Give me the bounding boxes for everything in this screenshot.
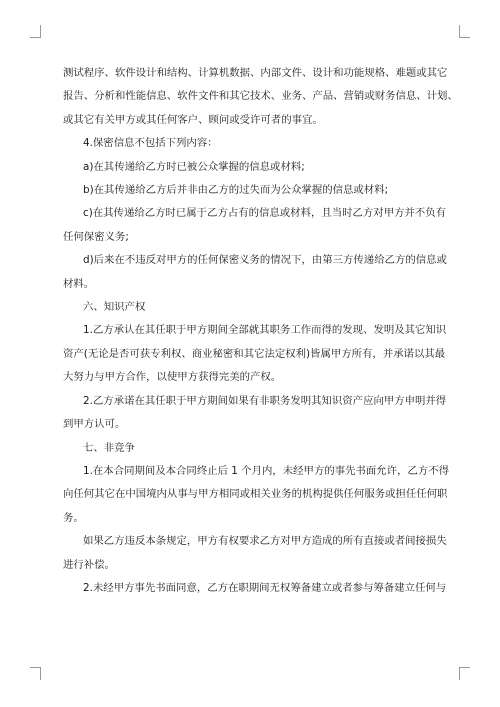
text-line: c)在其传递给乙方时已属于乙方占有的信息或材料，且当时乙方对甲方并不负有 — [83, 207, 447, 220]
crop-mark-bottom-left — [30, 667, 41, 680]
text-line: d)后来在不违反对甲方的任何保密义务的情况下，由第三方传递给乙方的信息或 — [83, 254, 447, 267]
text-line: 测试程序、软件设计和结构、计算机数据、内部文件、设计和功能规格、难题或其它 — [63, 67, 448, 79]
text-line: 任何保密义务; — [63, 230, 129, 243]
crop-mark-bottom-right — [459, 667, 470, 680]
crop-mark-top-right — [459, 25, 470, 38]
text-line: 向任何其它在中国境内从事与甲方相同或相关业务的机构提供任何服务或担任任何职 — [63, 488, 448, 501]
document-body — [63, 62, 458, 600]
text-line: 如果乙方违反本条规定，甲方有权要求乙方对甲方造成的所有直接或者间接损失 — [83, 535, 447, 548]
text-line: 到甲方认可。 — [63, 418, 126, 431]
text-line: 1.乙方承认在其任职于甲方期间全部就其职务工作而得的发现、发明及其它知识 — [83, 324, 447, 337]
text-line: 大努力与甲方合作，以使甲方获得完美的产权。 — [63, 371, 282, 384]
crop-mark-top-left — [30, 25, 41, 38]
text-line: 2.乙方承诺在其任职于甲方期间如果有非职务发明其知识资产应向甲方申明并得 — [83, 394, 447, 407]
text-line: 2.未经甲方事先书面同意，乙方在职期间无权筹备建立或者参与筹备建立任何与 — [83, 581, 447, 594]
text-line: 资产(无论是否可获专利权、商业秘密和其它法定权利)皆属甲方所有，并承诺以其最 — [63, 347, 446, 360]
text-line: a)在其传递给乙方时已被公众掌握的信息或材料; — [83, 160, 305, 173]
text-line: 进行补偿。 — [63, 558, 115, 571]
text-line: 或其它有关甲方或其任何客户、顾问或受许可者的事宜。 — [63, 113, 323, 126]
text-line: b)在其传递给乙方后并非由乙方的过失而为公众掌握的信息或材料; — [83, 184, 389, 197]
text-line: 材料。 — [63, 277, 95, 290]
text-line: 报告、分析和性能信息、软件文件和其它技术、业务、产品、营销或财务信息、计划、 — [63, 90, 458, 103]
text-line: 1.在本合同期间及本合同终止后 1 个月内，未经甲方的事先书面允许，乙方不得 — [83, 464, 450, 477]
section-heading: 六、知识产权 — [83, 301, 146, 314]
section-heading: 七、非竞争 — [83, 441, 135, 454]
text-line: 务。 — [63, 511, 84, 524]
text-line: 4.保密信息不包括下列内容： — [83, 137, 218, 150]
